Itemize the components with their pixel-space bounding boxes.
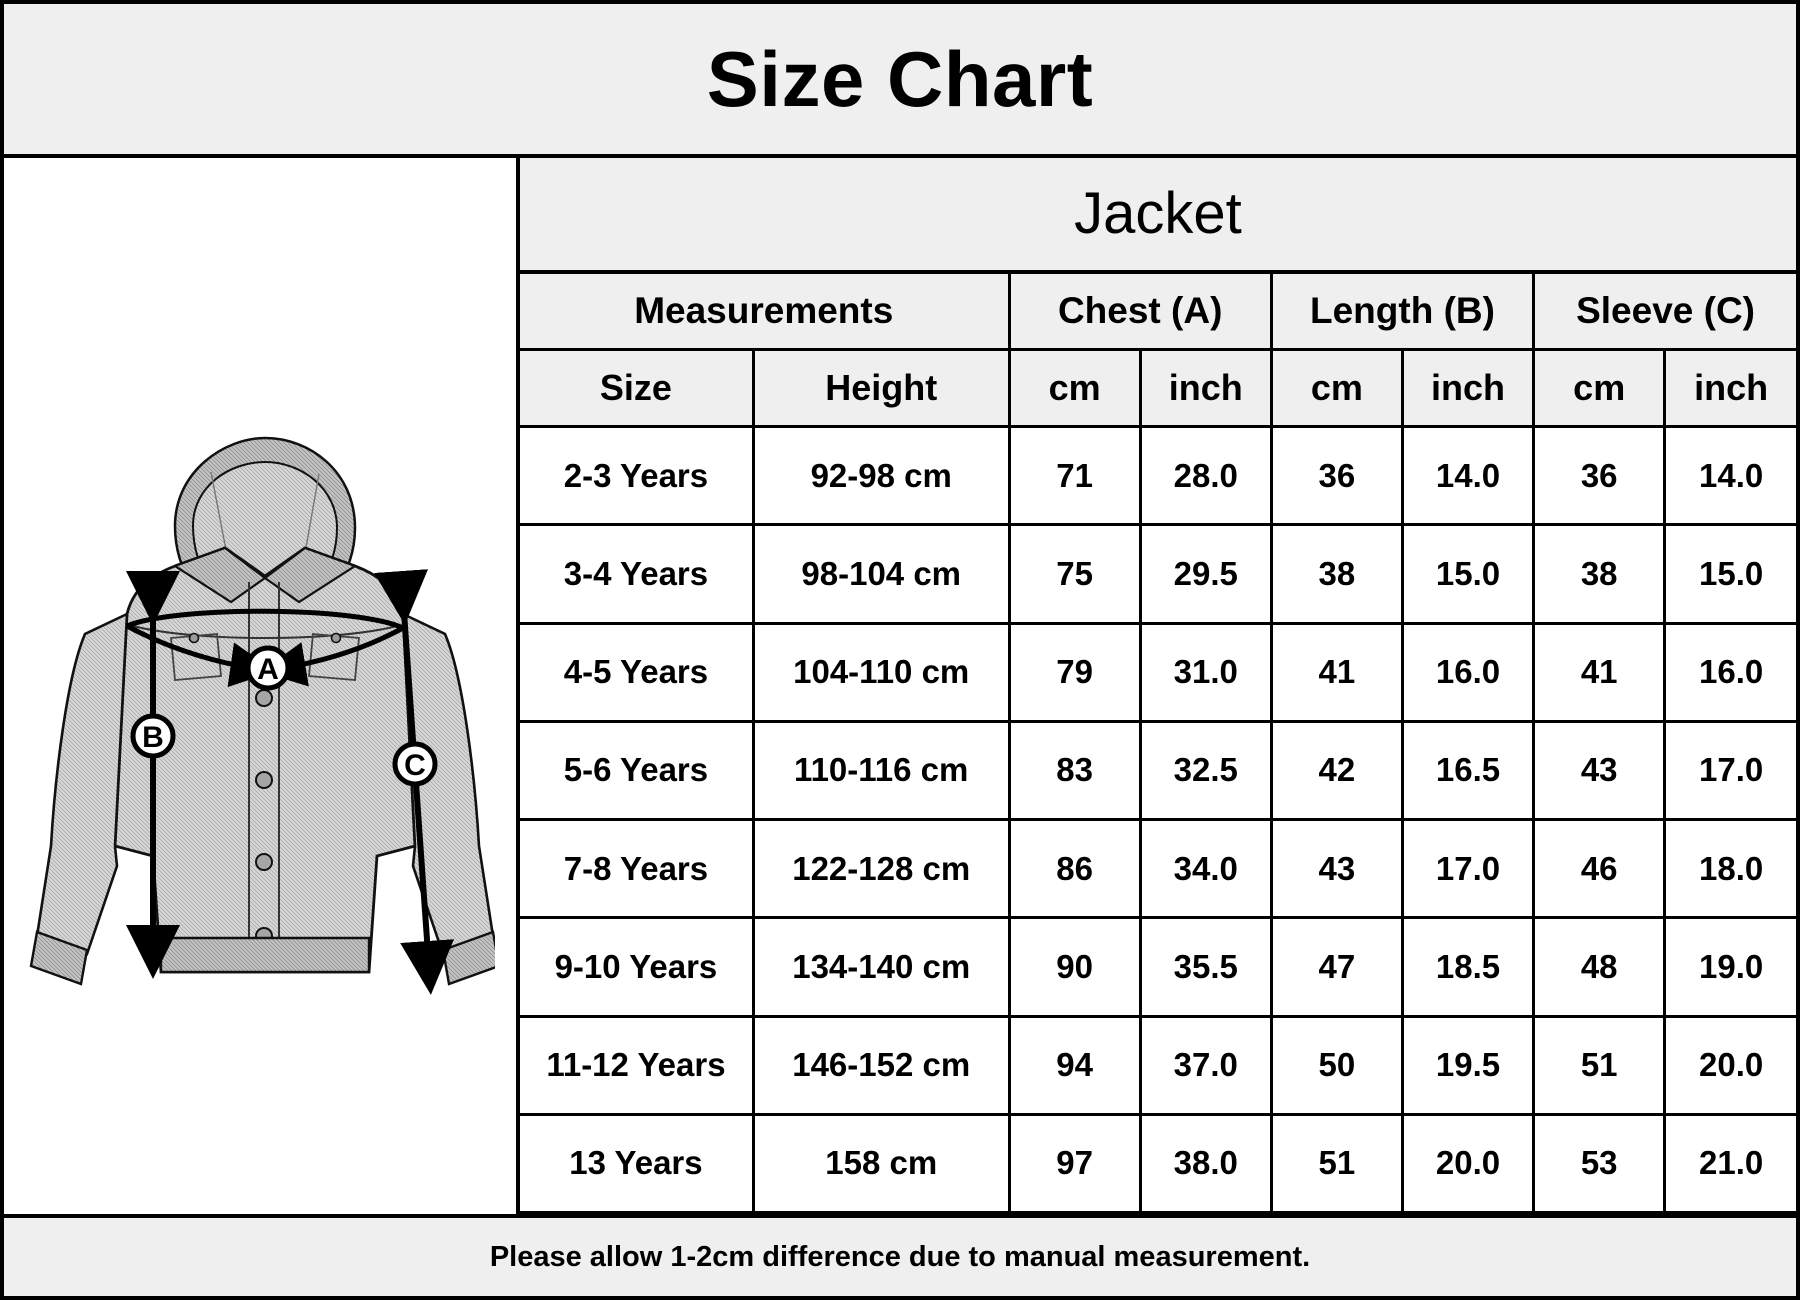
group-header-length: Length (B) xyxy=(1271,274,1533,350)
cell-size: 3-4 Years xyxy=(520,525,753,623)
cell-sleeve-cm: 53 xyxy=(1534,1114,1665,1212)
page-title: Size Chart xyxy=(706,35,1094,123)
cell-chest-cm: 90 xyxy=(1009,918,1140,1016)
footer-note-bar xyxy=(4,1218,1796,1296)
cell-size: 4-5 Years xyxy=(520,623,753,721)
cell-length-inch: 17.0 xyxy=(1402,820,1533,918)
table-head xyxy=(520,274,1796,427)
table-row xyxy=(520,427,1796,525)
cell-height: 92-98 cm xyxy=(753,427,1009,525)
cell-length-cm: 47 xyxy=(1271,918,1402,1016)
table-row xyxy=(520,918,1796,1016)
label-a: A xyxy=(257,653,279,686)
title-bar xyxy=(4,4,1796,158)
cell-sleeve-inch: 15.0 xyxy=(1665,525,1796,623)
table-pane xyxy=(520,158,1796,1214)
cell-chest-inch: 32.5 xyxy=(1140,721,1271,819)
cell-height: 158 cm xyxy=(753,1114,1009,1212)
cell-height: 122-128 cm xyxy=(753,820,1009,918)
table-row xyxy=(520,721,1796,819)
cell-height: 98-104 cm xyxy=(753,525,1009,623)
cell-sleeve-inch: 20.0 xyxy=(1665,1016,1796,1114)
table-column-header-row xyxy=(520,350,1796,427)
cell-chest-inch: 34.0 xyxy=(1140,820,1271,918)
cell-chest-cm: 97 xyxy=(1009,1114,1140,1212)
cell-sleeve-cm: 43 xyxy=(1534,721,1665,819)
measurement-disclaimer: Please allow 1-2cm difference due to manual measurement. xyxy=(489,1240,1311,1273)
cell-sleeve-cm: 46 xyxy=(1534,820,1665,918)
cell-chest-inch: 38.0 xyxy=(1140,1114,1271,1212)
cell-chest-inch: 37.0 xyxy=(1140,1016,1271,1114)
cell-sleeve-inch: 18.0 xyxy=(1665,820,1796,918)
label-b: B xyxy=(142,721,164,754)
cell-length-cm: 43 xyxy=(1271,820,1402,918)
cell-length-inch: 16.5 xyxy=(1402,721,1533,819)
cell-size: 2-3 Years xyxy=(520,427,753,525)
cell-size: 9-10 Years xyxy=(520,918,753,1016)
cell-sleeve-cm: 38 xyxy=(1534,525,1665,623)
cell-chest-cm: 79 xyxy=(1009,623,1140,721)
cell-length-inch: 18.5 xyxy=(1402,918,1533,1016)
cell-height: 134-140 cm xyxy=(753,918,1009,1016)
cell-sleeve-inch: 16.0 xyxy=(1665,623,1796,721)
cell-length-inch: 16.0 xyxy=(1402,623,1533,721)
cell-height: 104-110 cm xyxy=(753,623,1009,721)
cell-size: 13 Years xyxy=(520,1114,753,1212)
cell-chest-inch: 31.0 xyxy=(1140,623,1271,721)
cell-chest-cm: 86 xyxy=(1009,820,1140,918)
cell-height: 146-152 cm xyxy=(753,1016,1009,1114)
garment-heading xyxy=(520,158,1796,274)
cell-size: 11-12 Years xyxy=(520,1016,753,1114)
column-header-sleeve-inch: inch xyxy=(1665,350,1796,427)
cell-length-cm: 51 xyxy=(1271,1114,1402,1212)
table-row xyxy=(520,820,1796,918)
cell-sleeve-cm: 41 xyxy=(1534,623,1665,721)
table-row xyxy=(520,1016,1796,1114)
column-header-size: Size xyxy=(520,350,753,427)
cell-length-cm: 36 xyxy=(1271,427,1402,525)
cell-size: 7-8 Years xyxy=(520,820,753,918)
cell-chest-cm: 83 xyxy=(1009,721,1140,819)
cell-sleeve-inch: 19.0 xyxy=(1665,918,1796,1016)
cell-size: 5-6 Years xyxy=(520,721,753,819)
garment-illustration-pane xyxy=(4,158,520,1214)
cell-chest-inch: 29.5 xyxy=(1140,525,1271,623)
cell-length-cm: 50 xyxy=(1271,1016,1402,1114)
column-header-height: Height xyxy=(753,350,1009,427)
cell-length-inch: 19.5 xyxy=(1402,1016,1533,1114)
table-row xyxy=(520,525,1796,623)
cell-sleeve-cm: 48 xyxy=(1534,918,1665,1016)
cell-chest-inch: 35.5 xyxy=(1140,918,1271,1016)
group-header-chest: Chest (A) xyxy=(1009,274,1271,350)
group-header-sleeve: Sleeve (C) xyxy=(1534,274,1796,350)
cell-chest-cm: 71 xyxy=(1009,427,1140,525)
cell-length-inch: 14.0 xyxy=(1402,427,1533,525)
column-header-length-cm: cm xyxy=(1271,350,1402,427)
cell-length-cm: 41 xyxy=(1271,623,1402,721)
cell-chest-inch: 28.0 xyxy=(1140,427,1271,525)
cell-length-inch: 15.0 xyxy=(1402,525,1533,623)
garment-name: Jacket xyxy=(1074,181,1242,246)
table-row xyxy=(520,623,1796,721)
cell-length-inch: 20.0 xyxy=(1402,1114,1533,1212)
cell-chest-cm: 94 xyxy=(1009,1016,1140,1114)
column-header-length-inch: inch xyxy=(1402,350,1533,427)
table-body xyxy=(520,427,1796,1213)
cell-sleeve-cm: 51 xyxy=(1534,1016,1665,1114)
column-header-chest-inch: inch xyxy=(1140,350,1271,427)
cell-sleeve-inch: 21.0 xyxy=(1665,1114,1796,1212)
table-row xyxy=(520,1114,1796,1212)
cell-sleeve-inch: 14.0 xyxy=(1665,427,1796,525)
table-group-header-row xyxy=(520,274,1796,350)
cell-sleeve-inch: 17.0 xyxy=(1665,721,1796,819)
cell-length-cm: 42 xyxy=(1271,721,1402,819)
cell-height: 110-116 cm xyxy=(753,721,1009,819)
size-table xyxy=(520,274,1796,1214)
cell-chest-cm: 75 xyxy=(1009,525,1140,623)
column-header-chest-cm: cm xyxy=(1009,350,1140,427)
jacket-illustration xyxy=(25,376,495,996)
column-header-sleeve-cm: cm xyxy=(1534,350,1665,427)
chart-body xyxy=(4,158,1796,1218)
cell-sleeve-cm: 36 xyxy=(1534,427,1665,525)
group-header-measurements: Measurements xyxy=(520,274,1009,350)
label-c: C xyxy=(404,749,426,782)
cell-length-cm: 38 xyxy=(1271,525,1402,623)
